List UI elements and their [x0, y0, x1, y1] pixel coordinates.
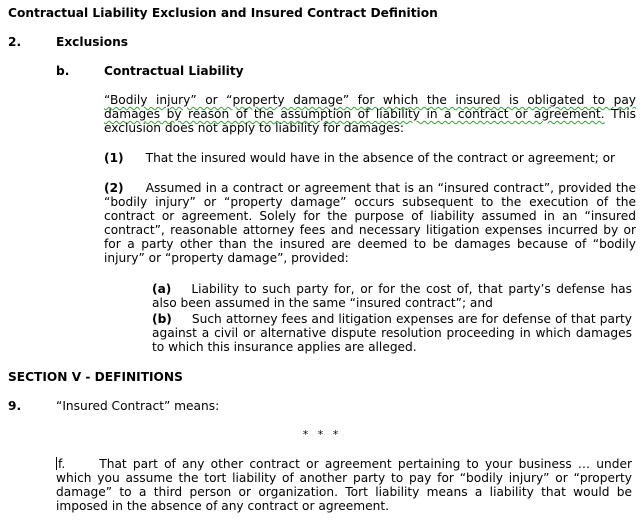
section-title: Exclusions: [56, 35, 129, 49]
document-title: Contractual Liability Exclusion and Insured Contract Definition: [8, 6, 438, 20]
section-heading: SECTION V - DEFINITIONS: [8, 370, 183, 384]
definition-title: “Insured Contract” means:: [56, 399, 220, 413]
list-item-text: Assumed in a contract or agreement that is an “insured contract”, provided the “bodily injury” or “property damage” occurs subsequent to the execution of the contract or agreement. Solely for the purpose of liability assumed in an “insured contract”, reasonable attorney fees and necessary litigation expenses incurred by or for a party other than the insured are deemed to be damages because of “bodily injury” or “property damage”, provided:: [104, 181, 636, 265]
exclusion-paragraph: [104, 93, 636, 135]
subsection-title: Contractual Liability: [104, 64, 244, 78]
list-item-label: (1): [104, 151, 124, 165]
list-item-label: (2): [104, 181, 124, 195]
list-item-2: [104, 181, 636, 265]
definition-item-text: That part of any other contract or agreement pertaining to your business … under which you assume the tort liability of another party to pay for “bodily injury” or “property damage” to a third person or organization. Tort liability means a liability that would be imposed in the absence of any contract or agreement.: [56, 457, 632, 513]
flagged-text: “Bodily injury” or “property damage” for which the insured is obligated to pay damages by reason of the assumption of liability in a contract or agreement.: [104, 93, 636, 121]
sub-list-item-label: (b): [152, 312, 172, 326]
separator: * * *: [302, 428, 342, 441]
subsection-number: b.: [56, 64, 70, 78]
exclusion-paragraph-rest: This exclusion does not apply to liability for damages:: [104, 107, 636, 135]
sub-list-item-text: Liability to such party for, or for the cost of, that party’s defense has also been assumed in the same “insured contract”; and: [152, 282, 632, 310]
sub-list-item-text: Such attorney fees and litigation expenses are for defense of that party against a civil or alternative dispute resolution proceeding in which damages to which this insurance applies are alleged.: [152, 312, 632, 354]
section-number: 2.: [8, 35, 22, 49]
definition-number: 9.: [8, 399, 22, 413]
list-item-text: That the insured would have in the absence of the contract or agreement; or: [145, 151, 616, 165]
sub-list-item-b: [152, 312, 632, 354]
list-item-1: [104, 151, 636, 165]
definition-item-label: f.: [58, 457, 66, 471]
sub-list-item-a: [152, 282, 632, 310]
sub-list-item-label: (a): [152, 282, 172, 296]
text-cursor: [56, 457, 57, 470]
definition-item-f[interactable]: [56, 457, 632, 513]
